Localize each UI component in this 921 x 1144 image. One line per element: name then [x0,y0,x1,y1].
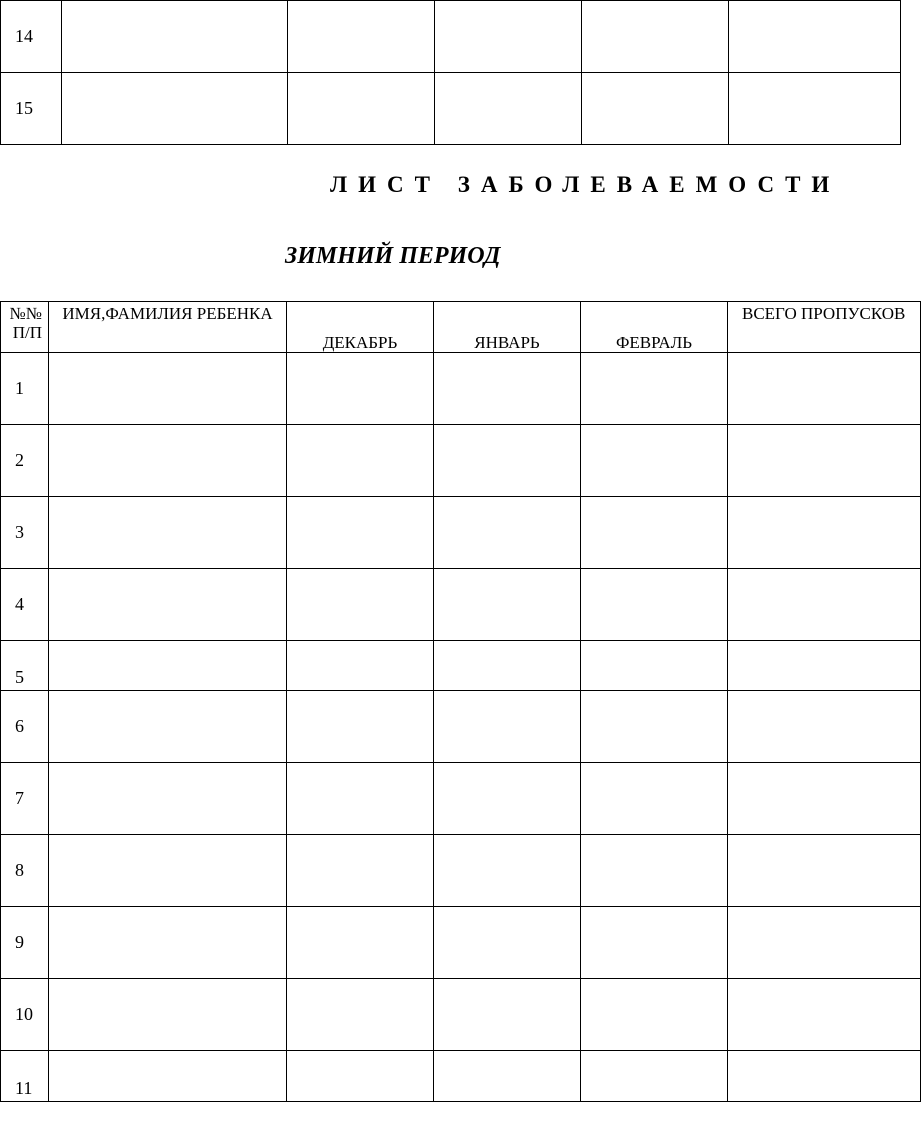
header-child-name: ИМЯ,ФАМИЛИЯ РЕБЕНКА [49,302,287,353]
name-cell[interactable] [49,425,287,497]
december-cell[interactable] [287,497,434,569]
header-total-absences: ВСЕГО ПРОПУСКОВ [728,302,921,353]
january-cell[interactable] [434,763,581,835]
february-cell[interactable] [581,569,728,641]
december-cell[interactable] [287,641,434,691]
row-number: 15 [1,73,62,145]
december-cell[interactable] [287,763,434,835]
total-cell[interactable] [728,907,921,979]
total-cell[interactable] [728,641,921,691]
december-cell[interactable] [287,691,434,763]
header-number: №№ П/П [1,302,49,353]
total-cell[interactable] [728,497,921,569]
table-row [1,763,921,835]
name-cell[interactable] [49,569,287,641]
january-cell[interactable] [434,353,581,425]
total-cell[interactable] [728,353,921,425]
table-row [1,569,921,641]
name-cell[interactable] [49,1051,287,1102]
total-cell[interactable] [728,835,921,907]
row-number: 6 [1,691,49,763]
month-cell[interactable] [582,1,729,73]
december-cell[interactable] [287,907,434,979]
december-cell[interactable] [287,1051,434,1102]
january-cell[interactable] [434,425,581,497]
row-number: 2 [1,425,49,497]
row-number: 3 [1,497,49,569]
february-cell[interactable] [581,691,728,763]
december-cell[interactable] [287,425,434,497]
row-number: 11 [1,1051,49,1102]
table-row [1,641,921,691]
name-cell[interactable] [49,907,287,979]
total-cell[interactable] [728,1051,921,1102]
january-cell[interactable] [434,569,581,641]
december-cell[interactable] [287,569,434,641]
table-header-row [1,302,921,353]
table-row [1,979,921,1051]
header-february: ФЕВРАЛЬ [581,302,728,353]
total-cell[interactable] [728,763,921,835]
name-cell[interactable] [49,353,287,425]
total-cell[interactable] [728,691,921,763]
name-cell[interactable] [49,979,287,1051]
january-cell[interactable] [434,497,581,569]
january-cell[interactable] [434,979,581,1051]
row-number: 10 [1,979,49,1051]
month-cell[interactable] [288,73,435,145]
row-number: 5 [1,641,49,691]
month-cell[interactable] [288,1,435,73]
row-number: 8 [1,835,49,907]
row-number: 4 [1,569,49,641]
row-number: 9 [1,907,49,979]
name-cell[interactable] [49,691,287,763]
table-row [1,1051,921,1102]
continuation-table [0,0,901,145]
table-row [1,691,921,763]
name-cell[interactable] [49,763,287,835]
row-number: 7 [1,763,49,835]
header-december: ДЕКАБРЬ [287,302,434,353]
table-row [1,1,901,73]
december-cell[interactable] [287,979,434,1051]
header-january: ЯНВАРЬ [434,302,581,353]
total-cell[interactable] [729,1,901,73]
february-cell[interactable] [581,425,728,497]
total-cell[interactable] [728,425,921,497]
total-cell[interactable] [728,979,921,1051]
table-row [1,835,921,907]
name-cell[interactable] [49,497,287,569]
december-cell[interactable] [287,353,434,425]
january-cell[interactable] [434,907,581,979]
february-cell[interactable] [581,763,728,835]
february-cell[interactable] [581,835,728,907]
name-cell[interactable] [62,73,288,145]
table-row [1,425,921,497]
february-cell[interactable] [581,353,728,425]
total-cell[interactable] [728,569,921,641]
february-cell[interactable] [581,979,728,1051]
february-cell[interactable] [581,641,728,691]
month-cell[interactable] [582,73,729,145]
morbidity-table [0,301,921,1102]
name-cell[interactable] [62,1,288,73]
total-cell[interactable] [729,73,901,145]
month-cell[interactable] [435,1,582,73]
january-cell[interactable] [434,691,581,763]
table-row [1,497,921,569]
february-cell[interactable] [581,907,728,979]
row-number: 1 [1,353,49,425]
table-row [1,907,921,979]
month-cell[interactable] [435,73,582,145]
january-cell[interactable] [434,835,581,907]
table-row [1,73,901,145]
february-cell[interactable] [581,497,728,569]
january-cell[interactable] [434,641,581,691]
table-row [1,353,921,425]
december-cell[interactable] [287,835,434,907]
name-cell[interactable] [49,641,287,691]
page-title: ЛИСТ ЗАБОЛЕВАЕМОСТИ [330,172,841,197]
february-cell[interactable] [581,1051,728,1102]
row-number: 14 [1,1,62,73]
january-cell[interactable] [434,1051,581,1102]
page-subtitle: ЗИМНИЙ ПЕРИОД [285,243,501,269]
name-cell[interactable] [49,835,287,907]
